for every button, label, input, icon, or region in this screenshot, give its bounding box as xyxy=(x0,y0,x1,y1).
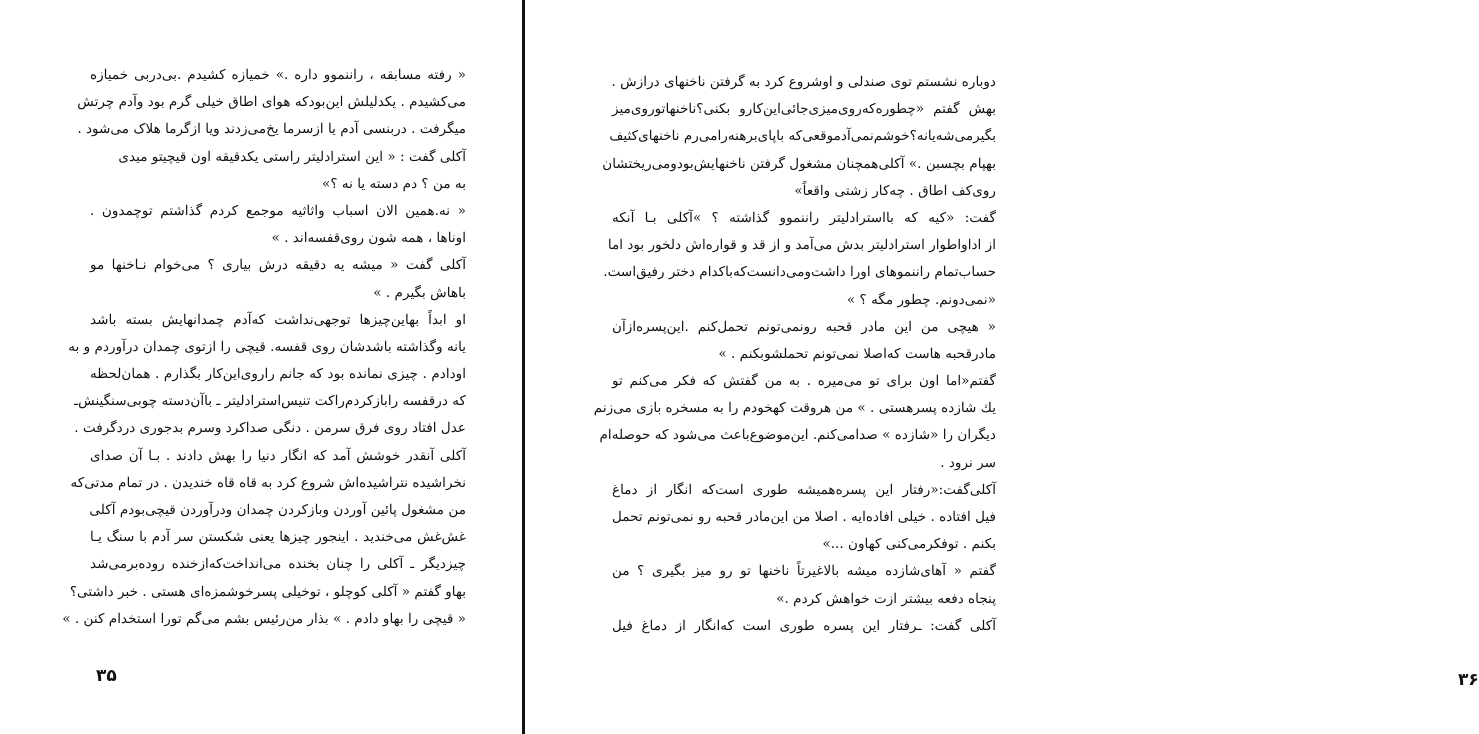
text-line: یك شازده پسرهستی . » من هروقت کهخودم را به مسخره بازی می‌زنم xyxy=(593,400,996,417)
text-line: گفت: «کیه که بااسترادلیتر راننموو گذاشته ؟ »آکلی بـا آنکه xyxy=(612,209,996,226)
text-line: به من ؟ دم دسته یا نه ؟» xyxy=(322,175,466,192)
text-line: آکلی گفت: ـرفتار این پسره طوری است که‌انگار از دماغ فیل xyxy=(612,617,996,634)
text-line: او ابداً بهاین‌چیزها توجهی‌نداشت که‌آدم چمدانهایش بسته باشد xyxy=(90,311,466,328)
text-line: می‌کشیدم . یکدلیلش این‌بودکه هوای اطاق خیلی گرم بود وآدم چرتش xyxy=(77,94,466,111)
text-line: مادرقحبه هاست که‌اصلا نمی‌تونم تحملشوبکنم . » xyxy=(718,345,996,362)
text-line: پنجاه دفعه بیشتر ازت خواهش کردم .» xyxy=(776,590,996,607)
text-line: روی‌کف اطاق . چه‌کار زشتی واقعاً» xyxy=(794,182,996,199)
text-line: اودادم . چیزی نمانده بود که جانم راروی‌این‌کار بگذارم . همان‌لحظه xyxy=(90,366,466,383)
text-line: بگیرمی‌شه‌یانه؟خوشم‌نمی‌آدموقعی‌که باپای‌برهنه‌رامی‌رم ناخنهای‌کثیف xyxy=(609,128,996,145)
text-line: چیزدیگر ـ آکلی را چنان بخنده می‌انداخت‌که‌ازخنده روده‌برمی‌شد xyxy=(90,556,466,573)
text-line: « نه.همین الان اسباب واثاثیه موجمع کردم گذاشتم توچمدون . xyxy=(90,202,466,219)
text-line: غش‌غش می‌خندید . اینجور چیزها یعنی شکستن سر آدم با سنگ یـا xyxy=(90,529,466,546)
text-line: بهاو گفتم « آکلی کوچلو ، توخیلی پسرخوشمزه‌ای هستی . خبر داشتی؟ xyxy=(69,583,466,600)
left-page xyxy=(0,0,522,734)
text-line: عدل افتاد روی فرق سرمن . دنگی صداکرد وسرم بدجوری دردگرفت . xyxy=(74,420,466,437)
text-line: حساب‌تمام راننموهای اورا داشت‌ومی‌دانست‌که‌باکدام دختر رفیق‌است. xyxy=(603,264,996,281)
text-line: بهپام بچسبن .» آکلی‌همچنان مشغول گرفتن ناخنهایش‌بودومی‌ریختشان xyxy=(602,155,996,172)
text-line: سر نرود . xyxy=(940,454,996,471)
text-line: که درقفسه رابازکردم‌راکت تنیس‌استرادلیتر ـ باآن‌دسته چوبی‌سنگینش‌ـ xyxy=(74,393,466,410)
text-line: آکلی گفت « میشه یه دقیقه درش بیاری ؟ می‌خوام نـاخنها مو xyxy=(90,257,466,274)
text-line: میگرفت . دربنسی آدم یا ازسرما یخ‌می‌زدند ویا ازگرما هلاک می‌شود . xyxy=(77,121,466,138)
text-line: دوباره نشستم توی صندلی و اوشروع کرد به گرفتن ناخنهای درازش . xyxy=(611,74,996,90)
left-page-text xyxy=(62,62,466,633)
text-line: فیل افتاده . خیلی افاده‌ایه . اصلا من این‌مادر قحبه رو نمی‌تونم تحمل xyxy=(612,509,996,525)
text-line: «نمی‌دونم. چطور مگه ؟ » xyxy=(846,291,996,308)
page-number: ۳۵ xyxy=(96,666,117,686)
text-line: من مشغول پائین آوردن وبازکردن چمدان ودرآوردن قیچی‌بودم آکلی xyxy=(89,502,466,518)
text-line: « قیچی را بهاو دادم . » بذار من‌رئیس بشم می‌گم تورا استخدام کنن . » xyxy=(62,610,466,627)
text-line: اونا‌ها ، همه شون روی‌قفسه‌اند . » xyxy=(271,230,466,247)
text-line: باهاش بگیرم . » xyxy=(373,284,466,301)
gutter-divider xyxy=(522,0,525,734)
right-page-text xyxy=(593,69,996,640)
page-number: ۳۶ xyxy=(1458,670,1479,690)
text-line: نخراشیده نتراشیده‌اش شروع کرد به قاه قاه خندیدن . در تمام مدتی‌که xyxy=(70,474,466,491)
text-line: یانه وگذاشته باشدشان روی قفسه. قیچی را ازتوی چمدان درآوردم و به xyxy=(68,338,466,355)
text-line: آکلی گفت : « این استرادلیتر راستی یکدقیقه اون قیچیتو میدی xyxy=(118,148,466,165)
text-line: گفتم«اما اون برای تو می‌میره . به من گفتش که فکر می‌کنم تو xyxy=(612,373,996,390)
text-line: بهش گفتم «چطوره‌که‌روی‌میزی‌جائی‌این‌کارو بکنی؟ناخنهاتوروی‌میز xyxy=(612,101,996,118)
text-line: آکلی‌گفت:«رفتار این پسره‌همیشه طوری است‌که انگار از دماغ xyxy=(612,481,996,498)
right-page xyxy=(526,0,1479,734)
text-line: بکنم . توفکرمی‌کنی کهاون ...» xyxy=(822,536,996,553)
text-line: دیگران را «شازده » صدامی‌کنم. این‌موضوع‌باعث می‌شود که حوصله‌ام xyxy=(599,427,996,444)
text-line: گفتم « آهای‌شازده میشه بالاغیرتاً ناخنها تو رو میز بگیری ؟ من xyxy=(612,563,996,580)
text-line: « رفته مسابقه ، راننموو داره .» خمیازه کشیدم .بی‌دربی خمیازه xyxy=(90,67,466,83)
text-line: آکلی آنقدر خوشش آمد که انگار دنیا را بهش دادند . بـا آن صدای xyxy=(90,447,466,464)
text-line: از اداواطوار استرادلیتر بدش می‌آمد و از قد و قواره‌اش دلخور بود اما xyxy=(607,237,996,254)
text-line: « هیچی من این مادر قحبه رونمی‌تونم تحمل‌کنم .این‌پسره‌ازآن xyxy=(612,318,996,335)
